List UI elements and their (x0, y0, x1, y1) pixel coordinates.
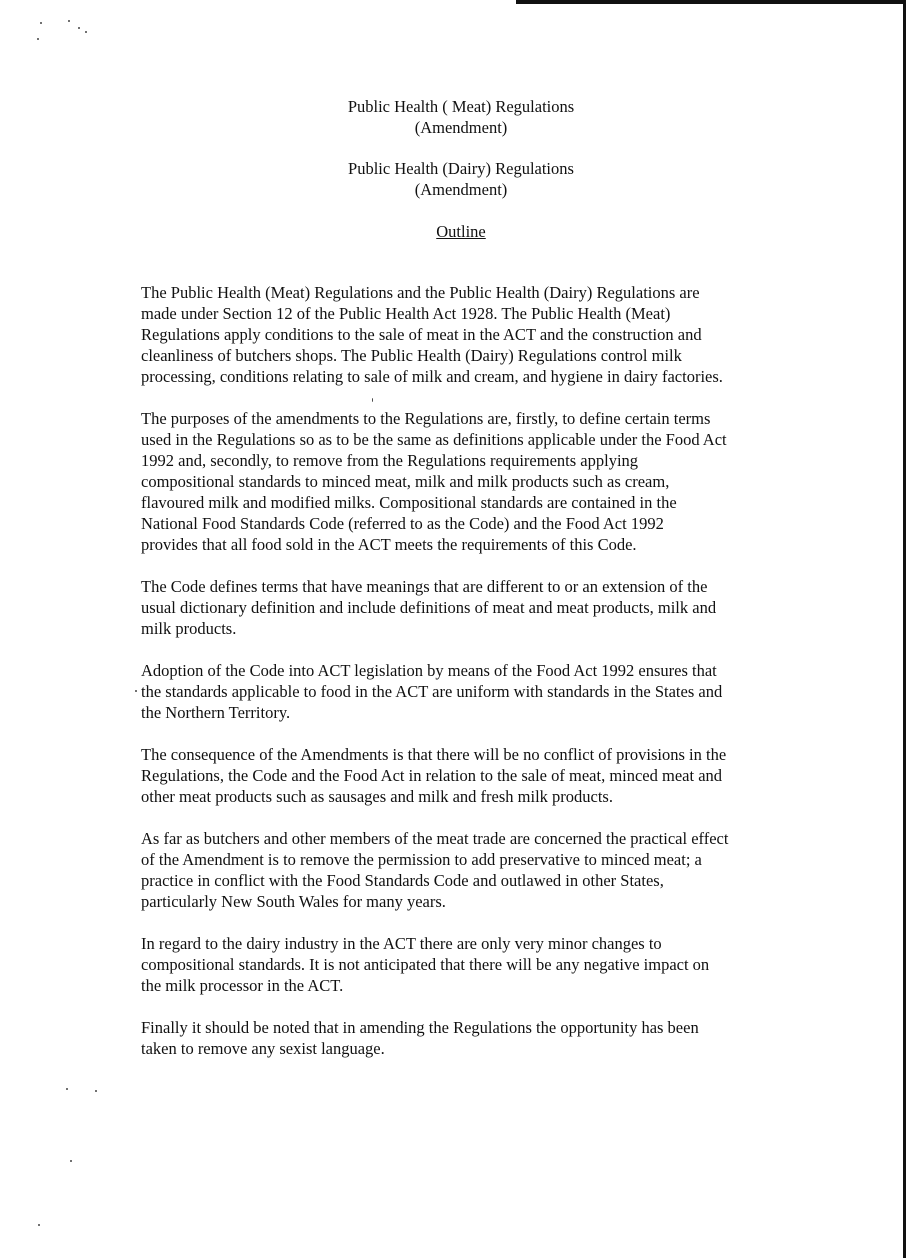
paragraph (141, 1017, 801, 1059)
paragraph-line: National Food Standards Code (referred to as the Code) and the Food Act 1992 (141, 514, 664, 533)
paragraph (141, 744, 801, 807)
scan-border-top (516, 0, 906, 4)
title-line: (Amendment) (414, 118, 508, 137)
title-line: Public Health (Dairy) Regulations (348, 159, 574, 178)
paragraph-line: provides that all food sold in the ACT meets the requirements of this Code. (141, 535, 637, 554)
paragraph-line: The Public Health (Meat) Regulations and the Public Health (Dairy) Regulations are (141, 283, 700, 302)
title-meat-regulations (0, 96, 906, 138)
paragraph-line: The purposes of the amendments to the Regulations are, firstly, to define certain terms (141, 409, 711, 428)
scan-speck (70, 1160, 72, 1162)
paragraph-line: cleanliness of butchers shops. The Public Health (Dairy) Regulations control milk (141, 346, 682, 365)
paragraph-line: milk products. (141, 619, 237, 638)
scan-speck (78, 27, 80, 29)
scan-speck (135, 690, 137, 692)
paragraph-line: As far as butchers and other members of the meat trade are concerned the practical effect (141, 829, 729, 848)
paragraph-line: The consequence of the Amendments is that there will be no conflict of provisions in the (141, 745, 727, 764)
paragraph (141, 408, 801, 555)
paragraph-line: Regulations, the Code and the Food Act in relation to the sale of meat, minced meat and (141, 766, 723, 785)
paragraph-line: the Northern Territory. (141, 703, 291, 722)
title-line: Public Health ( Meat) Regulations (347, 97, 575, 116)
paragraph-line: used in the Regulations so as to be the same as definitions applicable under the Food Act (141, 430, 727, 449)
paragraph (141, 576, 801, 639)
scan-speck (38, 1224, 40, 1226)
paragraph-line: of the Amendment is to remove the permission to add preservative to minced meat; a (141, 850, 702, 869)
paragraph-line: other meat products such as sausages and milk and fresh milk products. (141, 787, 613, 806)
paragraph-line: 1992 and, secondly, to remove from the Regulations requirements applying (141, 451, 639, 470)
scan-speck (66, 1088, 68, 1090)
paragraph-line: flavoured milk and modified milks. Compositional standards are contained in the (141, 493, 677, 512)
paragraph-line: Finally it should be noted that in amending the Regulations the opportunity has been (141, 1018, 699, 1037)
paragraph-line: In regard to the dairy industry in the ACT there are only very minor changes to (141, 934, 662, 953)
paragraph (141, 933, 801, 996)
paragraph-line: the milk processor in the ACT. (141, 976, 344, 995)
scan-speck (40, 22, 42, 24)
paragraph-line: practice in conflict with the Food Standards Code and outlawed in other States, (141, 871, 664, 890)
scan-speck (95, 1090, 97, 1092)
paragraph-line: the standards applicable to food in the ACT are uniform with standards in the States and (141, 682, 723, 701)
paragraph-line: taken to remove any sexist language. (141, 1039, 385, 1058)
scan-speck (68, 20, 70, 22)
outline-heading: Outline (436, 222, 486, 241)
paragraph-line: usual dictionary definition and include definitions of meat and meat products, milk and (141, 598, 717, 617)
paragraph-line: Adoption of the Code into ACT legislation by means of the Food Act 1992 ensures that (141, 661, 717, 680)
scan-speck (37, 38, 39, 40)
title-dairy-regulations (0, 158, 906, 200)
paragraph-line: The Code defines terms that have meanings that are different to or an extension of the (141, 577, 708, 596)
paragraph-line: Regulations apply conditions to the sale of meat in the ACT and the construction and (141, 325, 702, 344)
paragraph-line: particularly New South Wales for many years. (141, 892, 446, 911)
paragraph-line: compositional standards to minced meat, milk and milk products such as cream, (141, 472, 670, 491)
paragraph (141, 660, 801, 723)
paragraph (141, 282, 801, 387)
document-body (141, 282, 801, 1080)
title-line: (Amendment) (414, 180, 508, 199)
paragraph-line: compositional standards. It is not anticipated that there will be any negative impact on (141, 955, 710, 974)
paragraph-line: processing, conditions relating to sale of milk and cream, and hygiene in dairy factories. (141, 367, 723, 386)
paragraph (141, 828, 801, 912)
paragraph-line: made under Section 12 of the Public Health Act 1928. The Public Health (Meat) (141, 304, 671, 323)
scan-speck (85, 31, 87, 33)
